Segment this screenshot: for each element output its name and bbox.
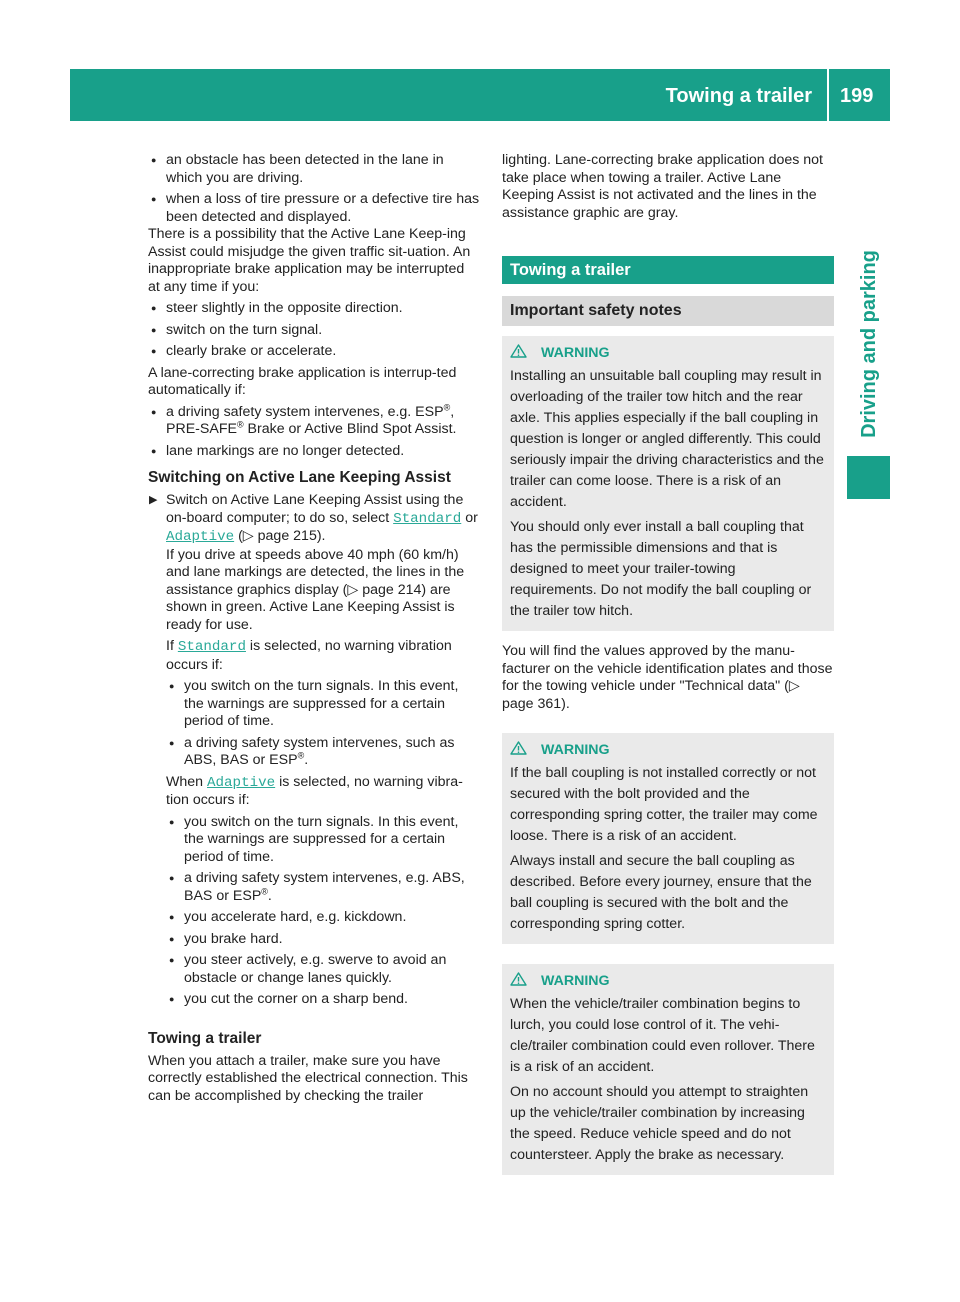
list-item: ● you brake hard.: [166, 931, 480, 949]
header-divider: [827, 69, 829, 121]
paragraph: On no account should you attempt to straighten up the vehicle/trailer combination by increasing the speed. Reduce vehicle speed and do not countersteer. Apply the brake as necessary.: [510, 1084, 809, 1163]
paragraph: lighting. Lane-correcting brake application does not take place when towing a trailer. Active Lane Keeping Assist is not activated and the lines in the assistance graphic are gray.: [502, 152, 823, 221]
list-item: ● clearly brake or accelerate.: [148, 343, 480, 361]
side-tab-marker: [847, 456, 890, 499]
paragraph: Always install and secure the ball coupling as described. Before every journey, ensure that the ball coupling is secured with the bolt and the corresponding spring cotter.: [510, 853, 812, 932]
paragraph: You will find the values approved by the manu-facturer on the vehicle identification plates and those for the towing vehicle under "Technical data" (▷ page 361).: [502, 643, 833, 712]
list-item: ● a driving safety system intervenes, e.g. ABS, BAS or ESP®.: [166, 870, 480, 905]
list-item: ● a driving safety system intervenes, such as ABS, BAS or ESP®.: [166, 735, 480, 770]
warning-box: [502, 336, 834, 631]
list-item: ● an obstacle has been detected in the lane in which you are driving.: [148, 152, 480, 187]
list-item: ● lane markings are no longer detected.: [148, 443, 480, 461]
list-item: ● steer slightly in the opposite direction.: [148, 300, 480, 318]
section-heading: Switching on Active Lane Keeping Assist: [148, 469, 451, 486]
paragraph: A lane-correcting brake application is interrup-ted automatically if:: [148, 364, 457, 398]
warning-box: [502, 964, 834, 1175]
list-item: ● you steer actively, e.g. swerve to avoid an obstacle or change lanes quickly.: [166, 952, 480, 987]
paragraph: If the ball coupling is not installed correctly or not secured with the bolt provided and the corresponding spring cotter, the trailer may come loose. There is a risk of an accident.: [510, 765, 818, 844]
paragraph: You should only ever install a ball coupling that has the permissible dimensions and that is designed to meet your trailer-towing requirements. Do not modify the ball coupling or the trailer tow hitch.: [510, 519, 812, 619]
display-option-standard: Standard: [177, 639, 246, 655]
right-column: [502, 152, 834, 1175]
subsection-title: Important safety notes: [502, 296, 834, 326]
paragraph: If Standard is selected, no warning vibration occurs if:: [166, 638, 452, 673]
header-bar: [70, 69, 890, 121]
page-reference: (▷ page 215).: [238, 528, 326, 544]
paragraph: Installing an unsuitable ball coupling may result in overloading of the trailer tow hitch and the rear axle. This applies especially if the ball coupling in question is longer or angled differently. This could seriously impair the driving characteristics and the trailer can come loose. There is a risk of an accident.: [510, 368, 824, 510]
list-item: ● you switch on the turn signals. In this event, the warnings are suppressed for a certain period of time.: [166, 814, 480, 867]
display-option-standard: Standard: [393, 510, 462, 527]
paragraph: When you attach a trailer, make sure you have correctly established the electrical connection. This can be accomplished by checking the trailer: [148, 1052, 468, 1104]
paragraph: There is a possibility that the Active Lane Keep-ing Assist could misjudge the given traffic sit-uation. An inappropriate brake application may be interrupted at any time if you:: [148, 226, 471, 295]
side-tab: [847, 249, 890, 438]
page-number: 199: [840, 85, 874, 107]
left-column: [148, 152, 480, 1105]
warning-triangle-icon: [510, 344, 527, 358]
list-item: ● a driving safety system intervenes, e.g. ESP®, PRE-SAFE® Brake or Active Blind Spot Assist.: [148, 404, 480, 439]
paragraph: When Adaptive is selected, no warning vibra-tion occurs if:: [166, 773, 463, 808]
list-item: ● you switch on the turn signals. In this event, the warnings are suppressed for a certain period of time.: [166, 678, 480, 731]
list-item: ● switch on the turn signal.: [148, 322, 480, 340]
section-heading: Towing a trailer: [148, 1029, 262, 1047]
warning-label: WARNING: [541, 345, 610, 361]
list-item: ● you accelerate hard, e.g. kickdown.: [166, 909, 480, 927]
running-title: Towing a trailer: [665, 85, 812, 107]
warning-triangle-icon: [510, 741, 527, 755]
list-item: ● you cut the corner on a sharp bend.: [166, 991, 480, 1009]
warning-label: WARNING: [541, 742, 610, 758]
warning-box: [502, 733, 834, 944]
warning-label: WARNING: [541, 973, 610, 989]
paragraph: If you drive at speeds above 40 mph (60 km/h) and lane markings are detected, the lines in the assistance graphics display (▷ page 214) are shown in green. Active Lane Keeping Assist is ready for use.: [166, 546, 465, 633]
side-tab-label: Driving and parking: [857, 249, 880, 438]
paragraph: When the vehicle/trailer combination begins to lurch, you could lose control of it. The vehi-cle/trailer combination could even rollover. There is a risk of an accident.: [510, 996, 815, 1075]
section-title: Towing a trailer: [502, 256, 834, 284]
list-item: ● when a loss of tire pressure or a defective tire has been detected and displayed.: [148, 191, 480, 226]
warning-triangle-icon: [510, 972, 527, 986]
display-option-adaptive: Adaptive: [207, 774, 276, 791]
instruction-step: ▶ Switch on Active Lane Keeping Assist using the on-board computer; to do so, select Standard or Adaptive (▷ page 215).: [149, 492, 478, 545]
step-arrow-icon: ▶: [149, 494, 158, 506]
display-option-adaptive: Adaptive: [166, 529, 235, 545]
